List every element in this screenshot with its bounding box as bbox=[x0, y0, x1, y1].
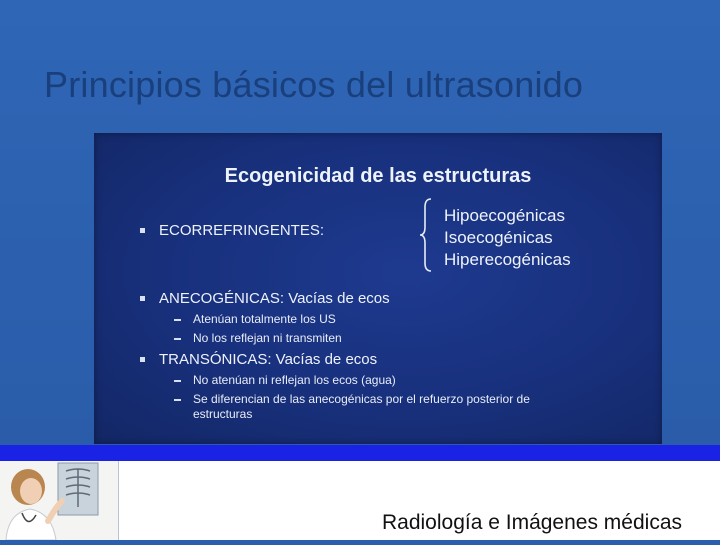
dash-bullet-icon bbox=[174, 319, 181, 321]
inset-heading: Ecogenicidad de las estructuras bbox=[224, 165, 532, 187]
sub-bullet bbox=[174, 373, 396, 388]
curly-brace-icon bbox=[419, 197, 433, 273]
footer bbox=[0, 461, 720, 540]
bullet-text: ANECOGÉNICAS: Vacías de ecos bbox=[159, 290, 390, 307]
embedded-slide-image bbox=[94, 133, 662, 444]
sub-bullet-text: Atenúan totalmente los US bbox=[193, 312, 336, 326]
bullet-anecogenicas bbox=[140, 290, 390, 307]
sub-bullet bbox=[174, 392, 530, 407]
slide-title: Principios básicos del ultrasonido bbox=[44, 64, 584, 105]
doctor-icon bbox=[0, 461, 118, 540]
bullet-text: TRANSÓNICAS: Vacías de ecos bbox=[159, 351, 378, 368]
sub-bullet-text: No atenúan ni reflejan los ecos (agua) bbox=[193, 373, 396, 387]
ecorrefringentes-types bbox=[444, 205, 571, 271]
sub-bullet-text: Se diferencian de las anecogénicas por el refuerzo posterior de bbox=[193, 392, 530, 406]
square-bullet-icon bbox=[140, 357, 145, 362]
dash-bullet-icon bbox=[174, 338, 181, 340]
dash-bullet-icon bbox=[174, 399, 181, 401]
bullet-transonicas bbox=[140, 351, 377, 368]
sub-bullet-text: estructuras bbox=[193, 407, 253, 421]
bullet-text: ECORREFRINGENTES: bbox=[159, 222, 325, 239]
sub-bullet bbox=[174, 331, 342, 346]
dash-bullet-icon bbox=[174, 380, 181, 382]
sub-bullet-continuation bbox=[193, 407, 252, 422]
footer-caption: Radiología e Imágenes médicas bbox=[381, 511, 682, 534]
list-item: Hiperecogénicas bbox=[444, 250, 571, 269]
list-item: Hipoecogénicas bbox=[444, 206, 565, 225]
square-bullet-icon bbox=[140, 296, 145, 301]
list-item: Isoecogénicas bbox=[444, 228, 553, 247]
sub-bullet-text: No los reflejan ni transmiten bbox=[193, 331, 342, 345]
accent-band bbox=[0, 445, 720, 461]
doctor-xray-illustration bbox=[0, 461, 119, 540]
bullet-ecorrefringentes bbox=[140, 222, 324, 239]
square-bullet-icon bbox=[140, 228, 145, 233]
sub-bullet bbox=[174, 312, 336, 327]
